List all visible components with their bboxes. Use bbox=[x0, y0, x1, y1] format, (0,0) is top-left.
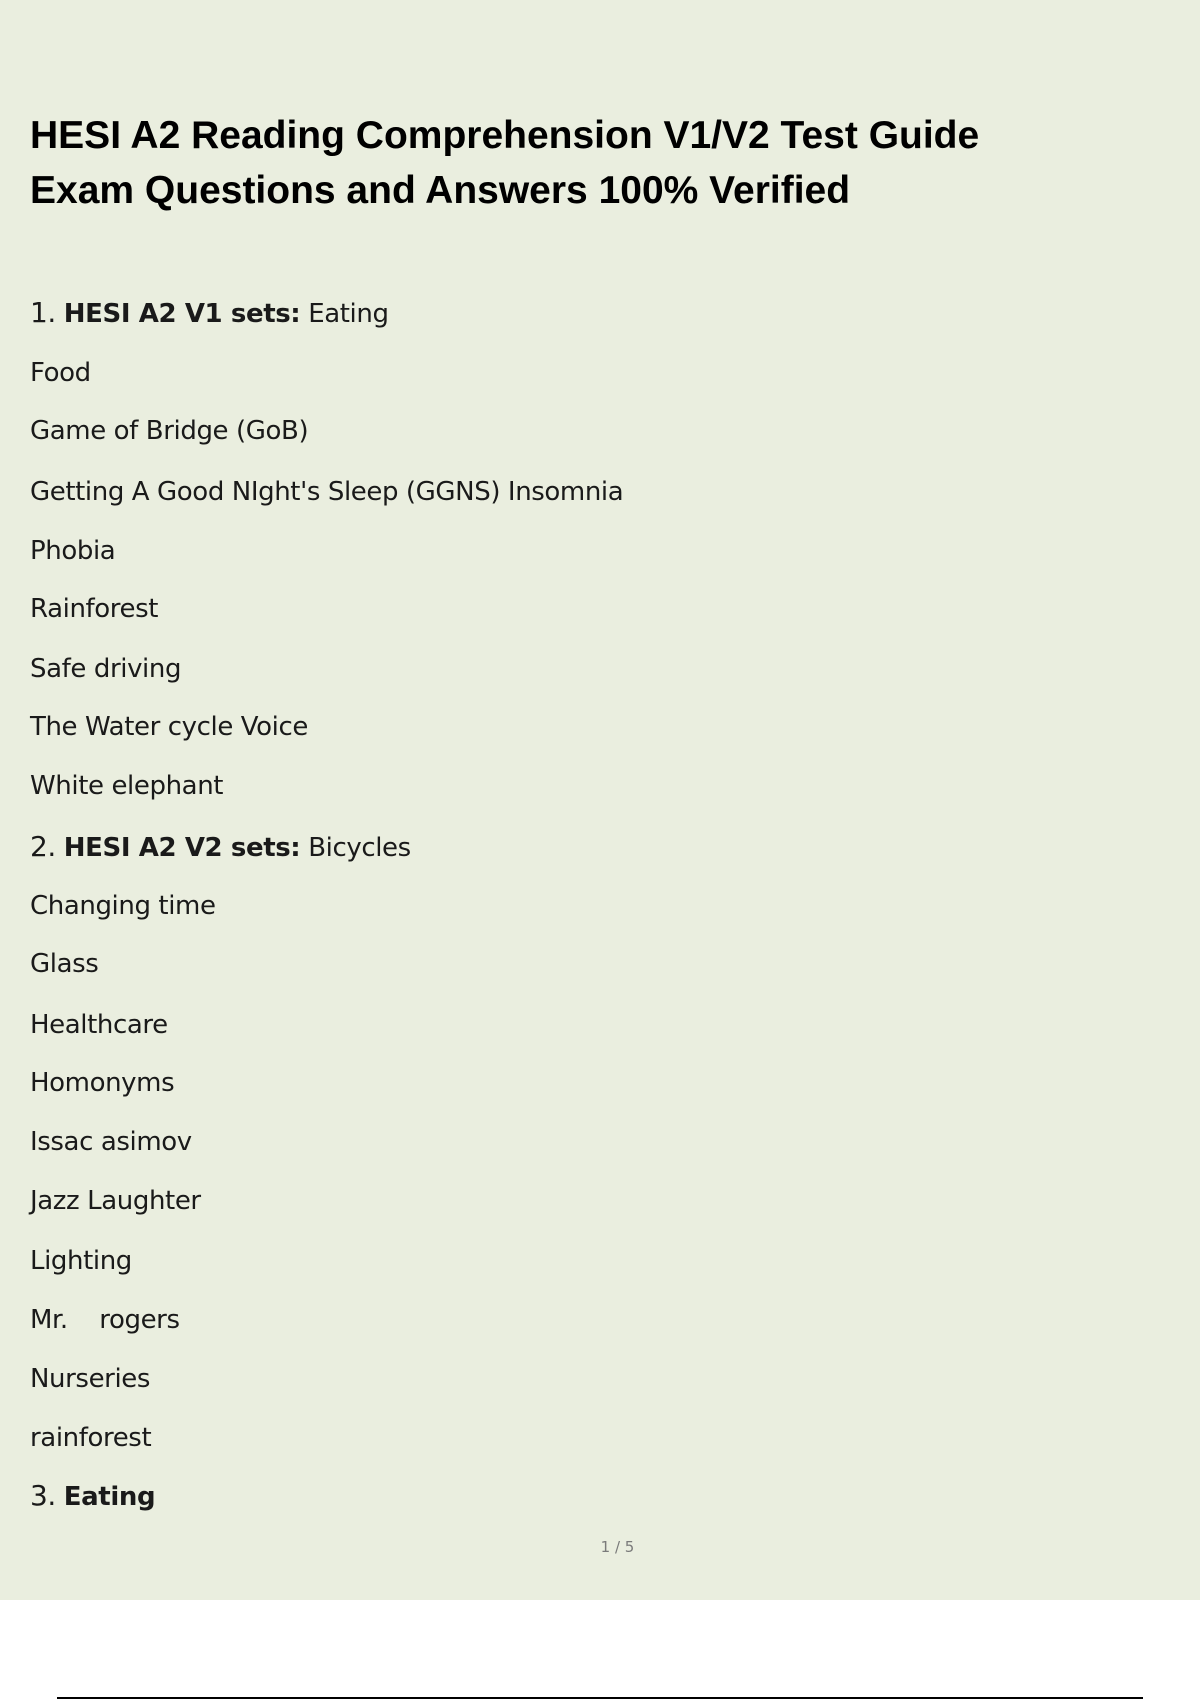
list-item: Lighting bbox=[30, 1246, 132, 1276]
list-item: Changing time bbox=[30, 891, 216, 921]
page-divider-line bbox=[57, 1697, 1143, 1699]
question-2-heading bbox=[30, 830, 411, 865]
list-item: Safe driving bbox=[30, 654, 182, 684]
title-line-2: Exam Questions and Answers 100% Verified bbox=[30, 169, 851, 212]
list-item: White elephant bbox=[30, 771, 224, 801]
list-item: Jazz Laughter bbox=[30, 1186, 201, 1216]
list-item: rainforest bbox=[30, 1423, 152, 1453]
question-label: HESI A2 V1 sets: bbox=[63, 299, 301, 329]
list-item: Phobia bbox=[30, 536, 116, 566]
question-number: 3. bbox=[30, 1479, 56, 1512]
list-item: Bicycles bbox=[308, 833, 411, 863]
question-1-heading bbox=[30, 296, 389, 331]
list-item: Glass bbox=[30, 949, 99, 979]
list-item: Rainforest bbox=[30, 594, 159, 624]
list-item: Eating bbox=[308, 299, 389, 329]
document-title bbox=[30, 108, 1150, 218]
question-label: Eating bbox=[63, 1482, 156, 1512]
list-item: Food bbox=[30, 358, 91, 388]
page-number: 1 / 5 bbox=[600, 1538, 635, 1556]
list-item: Game of Bridge (GoB) bbox=[30, 416, 309, 446]
question-label: HESI A2 V2 sets: bbox=[63, 833, 301, 863]
list-item: Nurseries bbox=[30, 1364, 151, 1394]
question-number: 1. bbox=[30, 296, 56, 329]
list-item: Getting A Good NIght's Sleep (GGNS) Insomnia bbox=[30, 477, 624, 507]
question-3-heading bbox=[30, 1479, 155, 1514]
list-item: The Water cycle Voice bbox=[30, 712, 308, 742]
title-line-1: HESI A2 Reading Comprehension V1/V2 Test Guide bbox=[30, 114, 980, 157]
list-item: Mr. rogers bbox=[30, 1305, 180, 1335]
list-item: Issac asimov bbox=[30, 1127, 192, 1157]
list-item: Homonyms bbox=[30, 1068, 175, 1098]
question-number: 2. bbox=[30, 830, 56, 863]
list-item: Healthcare bbox=[30, 1010, 168, 1040]
